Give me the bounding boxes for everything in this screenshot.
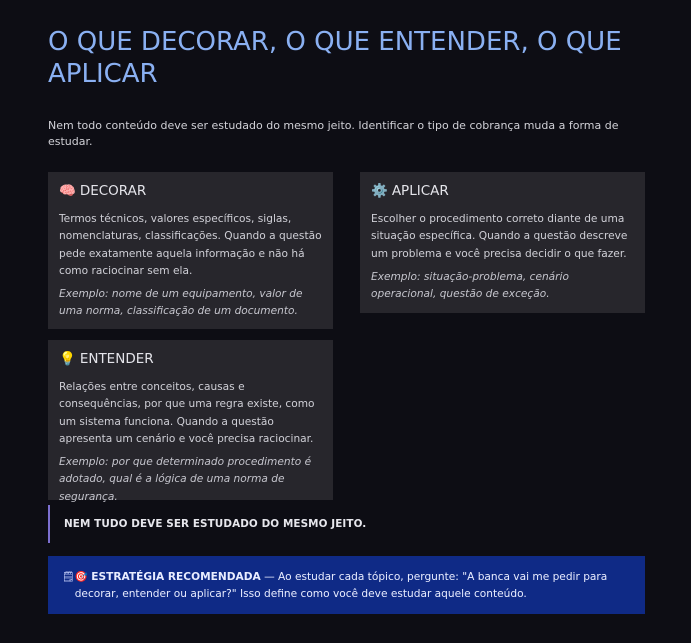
card-entender-heading (59, 350, 322, 368)
card-aplicar-example: Exemplo: situação-problema, cenário operacional, questão de exceção. (371, 270, 569, 301)
card-decorar (48, 172, 333, 329)
cards-grid (48, 172, 645, 503)
card-entender (48, 340, 333, 503)
card-decorar-example: Exemplo: nome de um equipamento, valor de uma norma, classificação de um documento. (59, 288, 303, 318)
lightbulb-icon: 💡 (59, 351, 76, 367)
intro-text: Nem todo conteúdo deve ser estudado do mesmo jeito. Identificar o tipo de cobrança muda a forma de estudar. (48, 119, 619, 148)
strategy-callout-text (75, 569, 629, 614)
strategy-label: ESTRATÉGIA RECOMENDADA (91, 571, 261, 583)
gear-icon: ⚙️ (371, 183, 388, 199)
strategy-callout (48, 556, 645, 614)
card-decorar-body: Termos técnicos, valores específicos, siglas, nomenclaturas, classificações. Quando a questão pede exatamente aquela informação e não há como raciocinar sem ela. (59, 213, 322, 277)
card-decorar-heading (59, 182, 322, 200)
card-entender-example: Exemplo: por que determinado procedimento é adotado, qual é a lógica de uma norma de segurança. (59, 456, 312, 503)
card-aplicar-heading (371, 182, 634, 200)
strategy-body: — Ao estudar cada tópico, pergunte: "A banca vai me pedir para decorar, entender ou aplicar?" Isso define como você deve estudar aquele conteúdo. (74, 571, 608, 600)
card-aplicar (360, 172, 645, 313)
key-quote (48, 505, 645, 543)
page-title: O QUE DECORAR, O QUE ENTENDER, O QUE APLICAR (48, 27, 622, 89)
card-entender-title: ENTENDER (79, 351, 154, 367)
page (48, 0, 645, 600)
key-quote-text: NEM TUDO DEVE SER ESTUDADO DO MESMO JEITO. (64, 518, 367, 530)
note-icon: 🗒 (62, 572, 75, 583)
card-entender-body: Relações entre conceitos, causas e consequências, por que uma regra existe, como um sistema funciona. Quando a questão apresenta um cenário e você precisa raciocinar. (59, 381, 315, 445)
target-icon: 🎯 (74, 571, 88, 583)
brain-icon: 🧠 (59, 183, 76, 199)
card-aplicar-body: Escolher o procedimento correto diante de uma situação específica. Quando a questão descreve um problema e você precisa decidir o que fazer. (371, 213, 628, 260)
card-decorar-title: DECORAR (79, 183, 147, 199)
card-aplicar-title: APLICAR (391, 183, 449, 199)
